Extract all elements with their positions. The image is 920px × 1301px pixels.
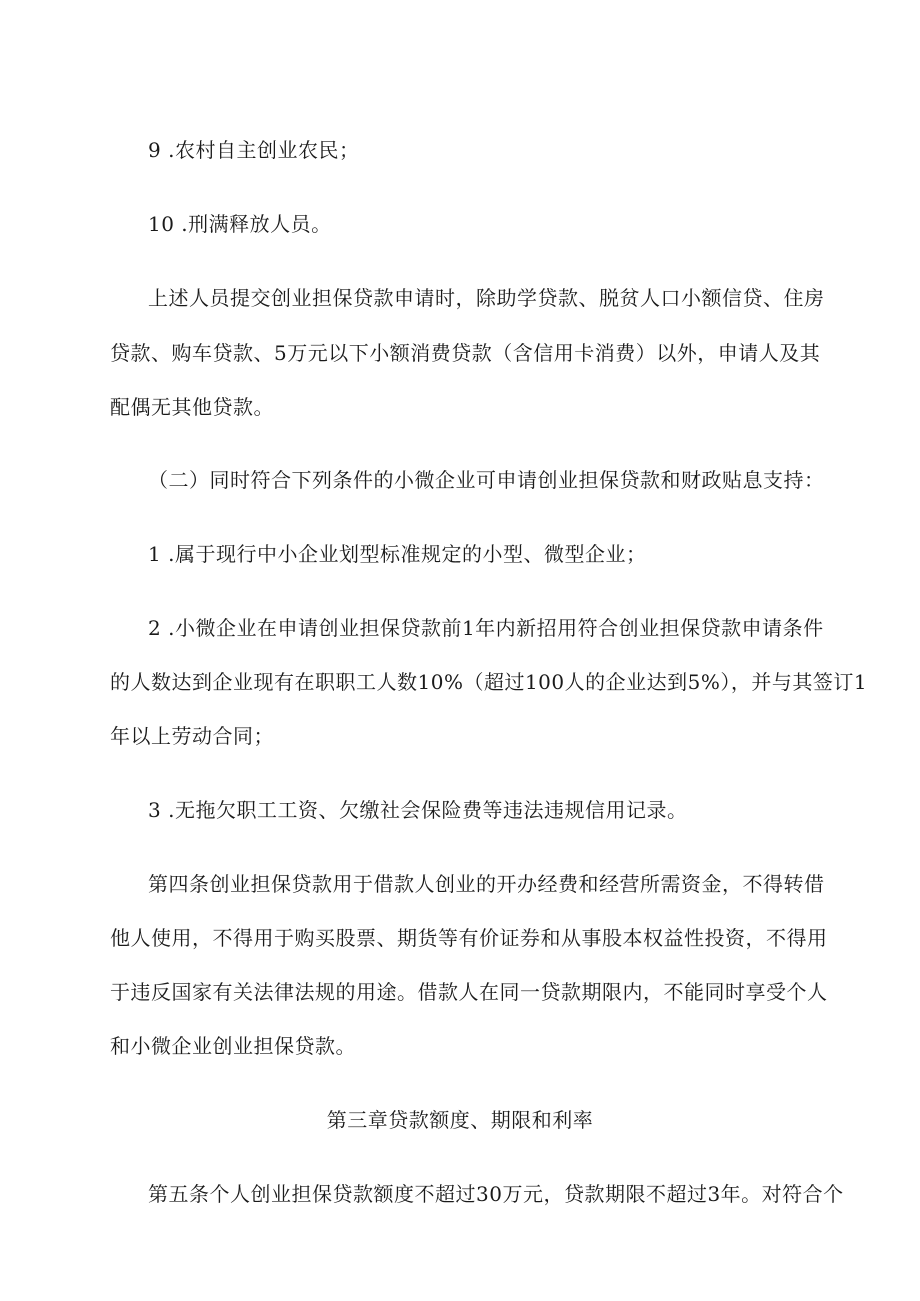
list-item-2: 2 .小微企业在申请创业担保贷款前1年内新招用符合创业担保贷款申请条件 <box>148 616 824 640</box>
article-4-line: 和小微企业创业担保贷款。 <box>110 1034 356 1058</box>
article-4-line: 第四条创业担保贷款用于借款人创业的开办经费和经营所需资金，不得转借 <box>148 872 825 896</box>
section-heading-2: （二）同时符合下列条件的小微企业可申请创业担保贷款和财政贴息支持： <box>148 468 825 492</box>
list-item-9: 9 .农村自主创业农民； <box>148 138 360 162</box>
article-5-line: 第五条个人创业担保贷款额度不超过30万元，贷款期限不超过3年。对符合个 <box>148 1182 844 1206</box>
paragraph-line: 配偶无其他贷款。 <box>110 395 274 419</box>
article-4-line: 他人使用，不得用于购买股票、期货等有价证券和从事股本权益性投资，不得用 <box>110 926 828 950</box>
article-4-line: 于违反国家有关法律法规的用途。借款人在同一贷款期限内，不能同时享受个人 <box>110 980 828 1004</box>
paragraph-line: 年以上劳动合同； <box>110 724 274 748</box>
list-item-1: 1 .属于现行中小企业划型标准规定的小型、微型企业； <box>148 542 647 566</box>
paragraph-line: 上述人员提交创业担保贷款申请时，除助学贷款、脱贫人口小额信贷、住房 <box>148 286 825 310</box>
chapter-heading: 第三章贷款额度、期限和利率 <box>326 1108 594 1132</box>
paragraph-line: 的人数达到企业现有在职职工人数10%（超过100人的企业达到5%），并与其签订1 <box>110 670 868 694</box>
list-item-3: 3 .无拖欠职工工资、欠缴社会保险费等违法违规信用记录。 <box>148 798 688 822</box>
list-item-10: 10 .刑满释放人员。 <box>148 212 332 236</box>
paragraph-line: 贷款、购车贷款、5万元以下小额消费贷款（含信用卡消费）以外，申请人及其 <box>110 341 821 365</box>
